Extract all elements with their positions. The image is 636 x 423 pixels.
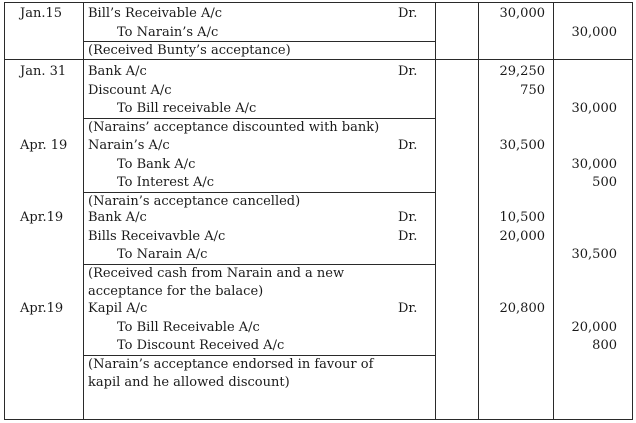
credit-account-name: To Bill Receivable A/c bbox=[117, 319, 260, 335]
narration-text: (Narain’s acceptance endorsed in favour of bbox=[88, 356, 374, 372]
debit-account-name: Bill’s Receivable A/c bbox=[88, 6, 223, 21]
credit-account-name: To Discount Received A/c bbox=[117, 338, 285, 354]
debit-account-name: Bank A/c bbox=[88, 210, 147, 225]
narration-text: (Narains’ acceptance discounted with bank) bbox=[88, 119, 380, 135]
credit-account-name: To Interest A/c bbox=[117, 175, 215, 191]
entry-date: Jan.15 bbox=[20, 6, 63, 21]
debit-amount: 30,500 bbox=[499, 138, 545, 153]
table-top-border bbox=[4, 2, 633, 3]
table-left-border bbox=[4, 2, 5, 419]
entry-separator bbox=[4, 59, 633, 60]
table-bottom-border bbox=[4, 419, 633, 420]
credit-column-rule bbox=[553, 2, 554, 419]
debit-account-name: Bills Receivavble A/c bbox=[88, 228, 226, 244]
narration-text: (Received Bunty’s acceptance) bbox=[88, 43, 291, 59]
dr-marker: Dr. bbox=[398, 138, 418, 153]
narration-text: (Received cash from Narain and a new bbox=[88, 265, 345, 281]
debit-account-name: Discount A/c bbox=[88, 82, 172, 98]
credit-amount: 800 bbox=[592, 338, 617, 354]
entry-date: Apr.19 bbox=[20, 210, 64, 225]
credit-amount: 30,000 bbox=[571, 24, 617, 40]
debit-amount: 750 bbox=[520, 82, 545, 98]
table-right-border bbox=[632, 2, 633, 419]
date-column-rule bbox=[83, 2, 84, 419]
entry-date: Apr.19 bbox=[20, 301, 64, 316]
dr-marker: Dr. bbox=[398, 64, 418, 79]
narration-text: acceptance for the balace) bbox=[88, 284, 264, 300]
dr-marker: Dr. bbox=[398, 6, 418, 21]
credit-amount: 30,000 bbox=[571, 101, 617, 117]
debit-account-name: Narain’s A/c bbox=[88, 138, 170, 153]
credit-account-name: To Bill receivable A/c bbox=[117, 101, 257, 117]
debit-amount: 29,250 bbox=[499, 64, 545, 79]
debit-amount: 20,800 bbox=[499, 301, 545, 316]
entry-date: Jan. 31 bbox=[20, 64, 67, 79]
debit-amount: 10,500 bbox=[499, 210, 545, 225]
credit-amount: 30,500 bbox=[571, 247, 617, 263]
debit-account-name: Bank A/c bbox=[88, 64, 147, 79]
dr-marker: Dr. bbox=[398, 210, 418, 225]
debit-column-rule bbox=[478, 2, 479, 419]
debit-account-name: Kapil A/c bbox=[88, 301, 148, 316]
credit-amount: 20,000 bbox=[571, 319, 617, 335]
credit-account-name: To Narain’s A/c bbox=[117, 24, 219, 40]
credit-amount: 500 bbox=[592, 175, 617, 191]
credit-account-name: To Bank A/c bbox=[117, 156, 196, 172]
narration-text: (Narain’s acceptance cancelled) bbox=[88, 193, 301, 209]
entry-date: Apr. 19 bbox=[20, 138, 68, 153]
debit-amount: 30,000 bbox=[499, 6, 545, 21]
narration-text: kapil and he allowed discount) bbox=[88, 375, 290, 391]
ledger-folio-rule bbox=[435, 2, 436, 419]
dr-marker: Dr. bbox=[398, 301, 418, 316]
debit-amount: 20,000 bbox=[499, 228, 545, 244]
dr-marker: Dr. bbox=[398, 228, 418, 244]
credit-account-name: To Narain A/c bbox=[117, 247, 208, 263]
credit-amount: 30,000 bbox=[571, 156, 617, 172]
